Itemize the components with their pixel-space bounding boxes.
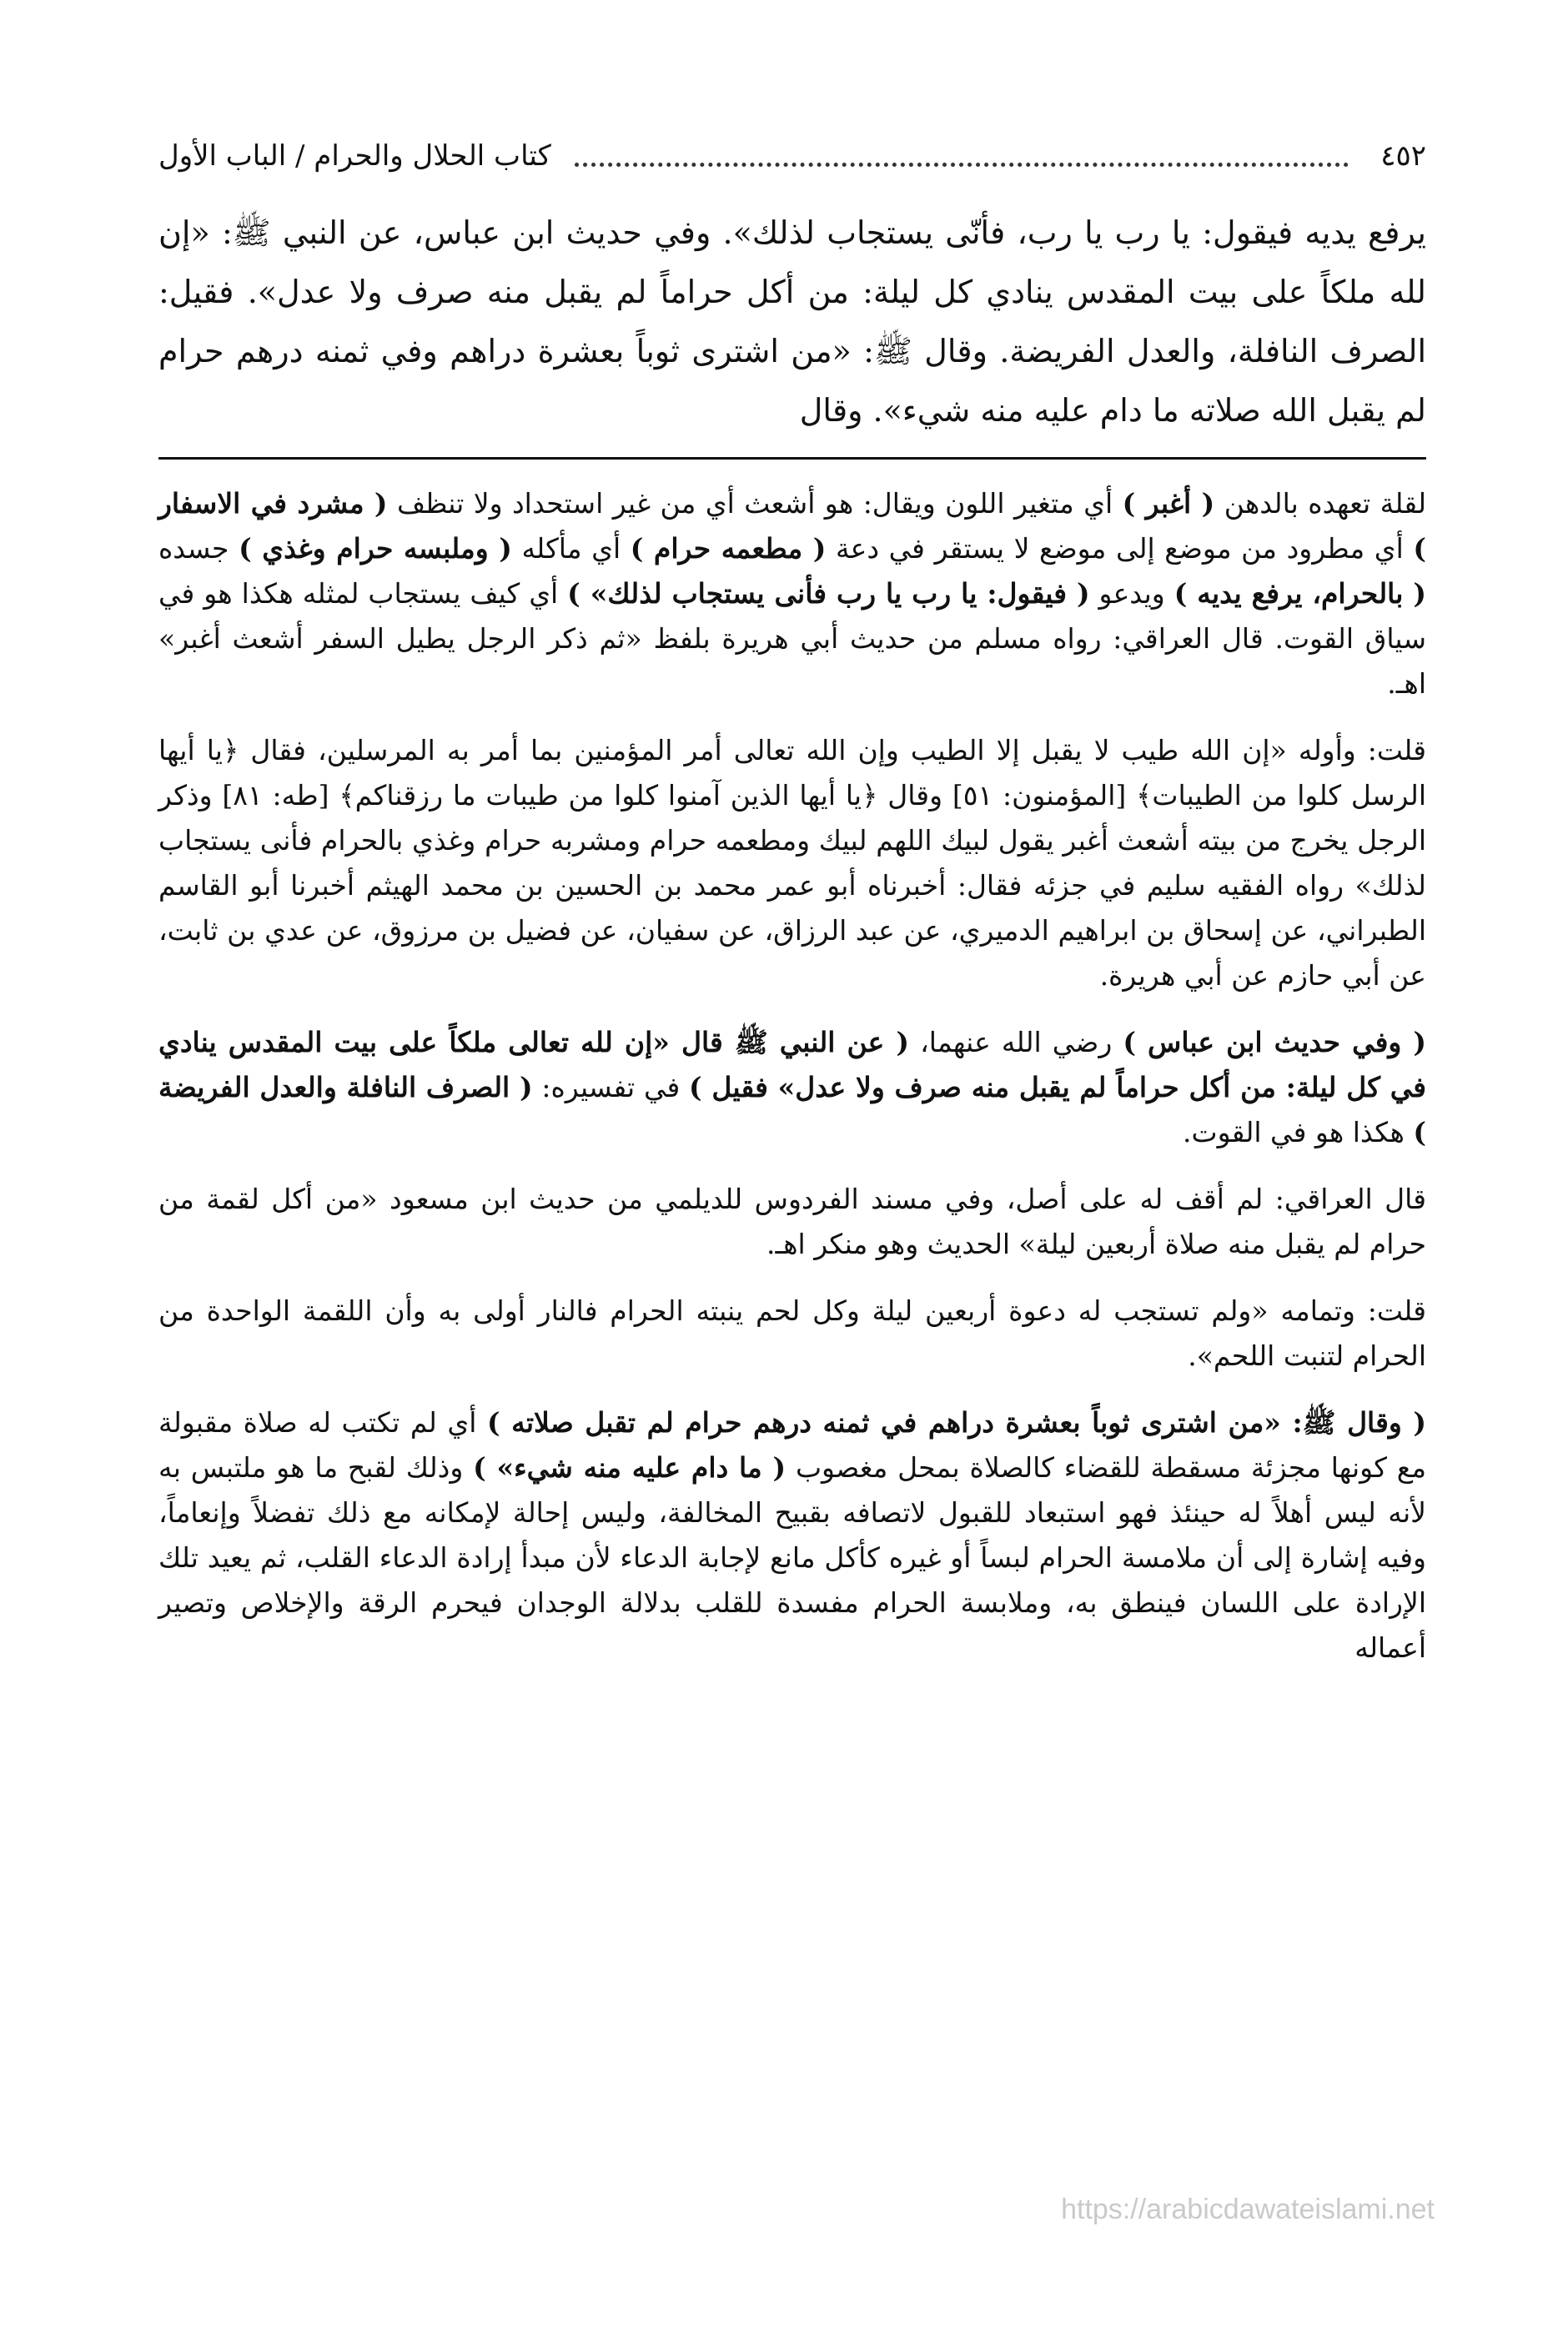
commentary-text: ويدعو xyxy=(1089,577,1174,610)
commentary-paragraph-2 xyxy=(158,728,1426,998)
commentary-text: قلت: وأوله «إن الله طيب لا يقبل إلا الطيب وإن الله تعالى أمر المؤمنين بما أمر به المرسلين، فقال ﴿يا أيها الرسل كلوا من الطيبات﴾ [المؤمنون: ٥١] وقال ﴿يا أيها الذين آمنوا كلوا من طيبات ما رزقناكم﴾ [طه: ٨١] وذكر الرجل يخرج من بيته أشعث أغبر يقول لبيك اللهم لبيك ومطعمه حرام ومشربه حرام وغذي بالحرام فأنى يستجاب لذلك» رواه الفقيه سليم في جزئه فقال: أخبرناه أبو عمر محمد بن الحسين بن محمد الهيثم أخبرنا أبو القاسم الطبراني، عن إسحاق بن ابراهيم الدميري، عن عبد الرزاق، عن سفيان، عن فضيل بن مرزوق، عن عدي بن ثابت، عن أبي حازم عن أبي هريرة. xyxy=(158,734,1426,992)
bold-quoted-text: ( أغبر ) xyxy=(1122,487,1215,520)
commentary-text: جسده xyxy=(158,532,239,565)
commentary-text: رضي الله عنهما، xyxy=(909,1026,1123,1058)
page-header xyxy=(158,125,1426,187)
commentary-text: في تفسيره: xyxy=(532,1071,690,1103)
commentary-text: لقلة تعهده بالدهن xyxy=(1214,487,1427,520)
bold-quoted-text: ( فيقول: يا رب يا رب فأنى يستجاب لذلك» ) xyxy=(567,577,1090,610)
bold-quoted-text: ( بالحرام، يرفع يديه ) xyxy=(1173,577,1426,610)
commentary-text: أي كيف يستجاب لمثله هكذا هو في سياق القوت. قال العراقي: رواه مسلم من حديث أبي هريرة بلفظ «ثم ذكر الرجل يطيل السفر أشعث أغبر» اهـ. xyxy=(158,577,1426,700)
footnote-divider xyxy=(158,457,1426,460)
commentary-text: قال العراقي: لم أقف له على أصل، وفي مسند الفردوس للديلمي من حديث ابن مسعود «من أكل لقمة من حرام لم يقبل منه صلاة أربعين ليلة» الحديث وهو منكر اهـ. xyxy=(158,1183,1426,1260)
bold-quoted-text: ( الصرف النافلة والعدل الفريضة ) xyxy=(158,1071,1426,1148)
commentary-text: أي لم تكتب له صلاة مقبولة مع كونها مجزئة مسقطة للقضاء كالصلاة بمحل مغصوب xyxy=(158,1406,1426,1484)
bold-quoted-text: ( وملبسه حرام وغذي ) xyxy=(239,532,512,565)
main-text: يرفع يديه فيقول: يا رب يا رب، فأنّى يستجاب لذلك». وفي حديث ابن عباس، عن النبي ﷺ: «إن لله ملكاً على بيت المقدس ينادي كل ليلة: من أكل حراماً لم يقبل منه صرف ولا عدل». فقيل: الصرف النافلة، والعدل الفريضة. وقال ﷺ: «من اشترى ثوباً بعشرة دراهم وفي ثمنه درهم حرام لم يقبل الله صلاته ما دام عليه منه شيء». وقال xyxy=(158,214,1426,429)
commentary-paragraph-3 xyxy=(158,1020,1426,1155)
bold-quoted-text: ( وقال ﷺ: «من اشترى ثوباً بعشرة دراهم في ثمنه درهم حرام لم تقبل صلاته ) xyxy=(486,1406,1426,1439)
commentary-paragraph-6 xyxy=(158,1400,1426,1671)
commentary-paragraph-4 xyxy=(158,1177,1426,1267)
header-dotted-leader xyxy=(575,162,1349,167)
main-text-block xyxy=(158,204,1426,440)
running-title: كتاب الحلال والحرام / الباب الأول xyxy=(158,139,551,173)
watermark-url: https://arabicdawateislami.net xyxy=(1061,2194,1435,2225)
commentary-text: أي مأكله xyxy=(511,532,631,565)
commentary-text: أي متغير اللون ويقال: هو أشعث أي من غير استحداد ولا تنظف xyxy=(387,487,1123,520)
commentary-text: وذلك لقبح ما هو ملتبس به لأنه ليس أهلاً له حينئذ فهو استبعاد للقبول لاتصافه بقبيح المخالفة، وليس إحالة لإمكانه مع ذلك تفضلاً وإنعاماً، وفيه إشارة إلى أن ملامسة الحرام لبساً أو غيره كأكل مانع لإجابة الدعاء لأن مبدأ إرادة الدعاء القلب، ثم يعيد تلك الإرادة على اللسان فينطق به، وملابسة الحرام مفسدة للقلب بدلالة الوجدان فيحرم الرقة والإخلاص وتصير أعماله xyxy=(158,1451,1426,1664)
bold-quoted-text: ( وفي حديث ابن عباس ) xyxy=(1123,1026,1426,1058)
bold-quoted-text: ( ما دام عليه منه شيء» ) xyxy=(473,1451,787,1484)
commentary-text: هكذا هو في القوت. xyxy=(1183,1116,1414,1148)
bold-quoted-text: ( مطعمه حرام ) xyxy=(630,532,827,565)
commentary-paragraph-5 xyxy=(158,1289,1426,1379)
bold-quoted-text: ( مشرد في الاسفار ) xyxy=(158,487,1426,565)
commentary-text: أي مطرود من موضع إلى موضع لا يستقر في دعة xyxy=(826,532,1414,565)
page-number: ٤٥٢ xyxy=(1380,139,1426,173)
commentary-text: قلت: وتمامه «ولم تستجب له دعوة أربعين ليلة وكل لحم ينبته الحرام فالنار أولى به وأن اللقمة الواحدة من الحرام لتنبت اللحم». xyxy=(158,1294,1426,1372)
book-page xyxy=(158,125,1426,2294)
bold-quoted-text: ( عن النبي ﷺ قال «إن لله تعالى ملكاً على بيت المقدس ينادي في كل ليلة: من أكل حراماً لم يقبل منه صرف ولا عدل» فقيل ) xyxy=(158,1026,1426,1103)
commentary-paragraph-1 xyxy=(158,481,1426,706)
